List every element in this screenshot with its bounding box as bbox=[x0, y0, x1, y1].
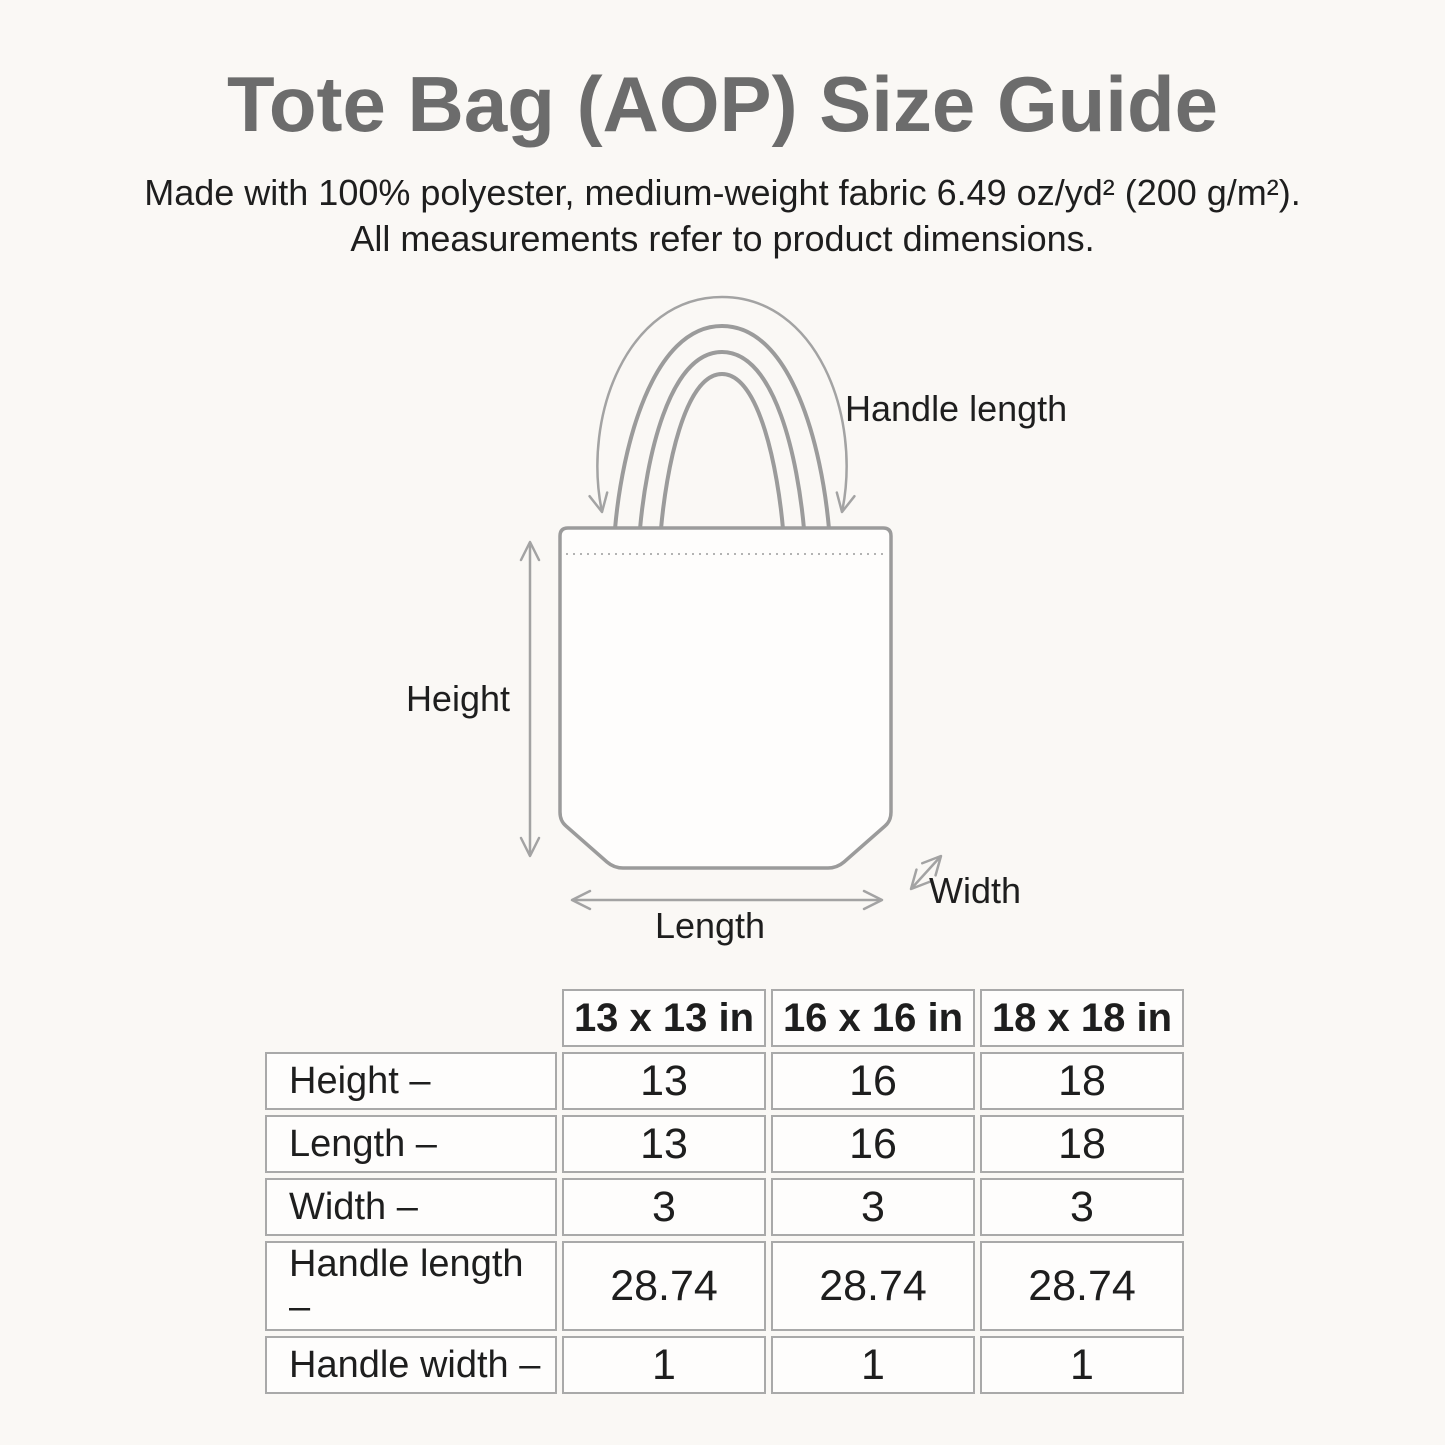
table-cell: 3 bbox=[980, 1178, 1184, 1236]
table-cell: 13 bbox=[562, 1052, 766, 1110]
table-cell: 1 bbox=[771, 1336, 975, 1394]
subtitle-line-2: All measurements refer to product dimensions. bbox=[350, 218, 1095, 259]
table-cell: 16 bbox=[771, 1052, 975, 1110]
column-header-16x16: 16 x 16 in bbox=[771, 989, 975, 1047]
table-row-length bbox=[265, 1115, 1184, 1173]
bag-outline bbox=[560, 528, 891, 868]
table-cell: 18 bbox=[980, 1115, 1184, 1173]
table-corner-cell bbox=[265, 989, 557, 1047]
table-cell: 3 bbox=[562, 1178, 766, 1236]
page-title: Tote Bag (AOP) Size Guide bbox=[227, 60, 1218, 148]
column-header-13x13: 13 x 13 in bbox=[562, 989, 766, 1047]
table-cell: 16 bbox=[771, 1115, 975, 1173]
row-label-length: Length – bbox=[265, 1115, 557, 1173]
table-cell: 28.74 bbox=[980, 1241, 1184, 1331]
table-cell: 1 bbox=[562, 1336, 766, 1394]
table-row-handle-width bbox=[265, 1336, 1184, 1394]
table-cell: 28.74 bbox=[771, 1241, 975, 1331]
size-table bbox=[260, 984, 1189, 1399]
height-label: Height bbox=[405, 678, 510, 719]
table-row-width bbox=[265, 1178, 1184, 1236]
back-handle-arc bbox=[661, 374, 783, 529]
handle-length-measure-arc bbox=[597, 297, 846, 512]
width-label: Width bbox=[929, 870, 1022, 911]
row-label-height: Height – bbox=[265, 1052, 557, 1110]
table-cell: 3 bbox=[771, 1178, 975, 1236]
length-label: Length bbox=[654, 905, 766, 946]
table-cell: 13 bbox=[562, 1115, 766, 1173]
table-row-handle-length bbox=[265, 1241, 1184, 1331]
row-label-handle-width: Handle width – bbox=[265, 1336, 557, 1394]
table-cell: 1 bbox=[980, 1336, 1184, 1394]
column-header-18x18: 18 x 18 in bbox=[980, 989, 1184, 1047]
table-row-height bbox=[265, 1052, 1184, 1110]
table-cell: 18 bbox=[980, 1052, 1184, 1110]
subtitle-line-1: Made with 100% polyester, medium-weight fabric 6.49 oz/yd² (200 g/m²). bbox=[144, 172, 1301, 213]
front-handle-outer-arc bbox=[615, 326, 829, 529]
table-cell: 28.74 bbox=[562, 1241, 766, 1331]
table-header-row bbox=[265, 989, 1184, 1047]
row-label-width: Width – bbox=[265, 1178, 557, 1236]
handle-length-label: Handle length bbox=[845, 388, 1068, 429]
row-label-handle-length: Handle length – bbox=[265, 1241, 557, 1331]
